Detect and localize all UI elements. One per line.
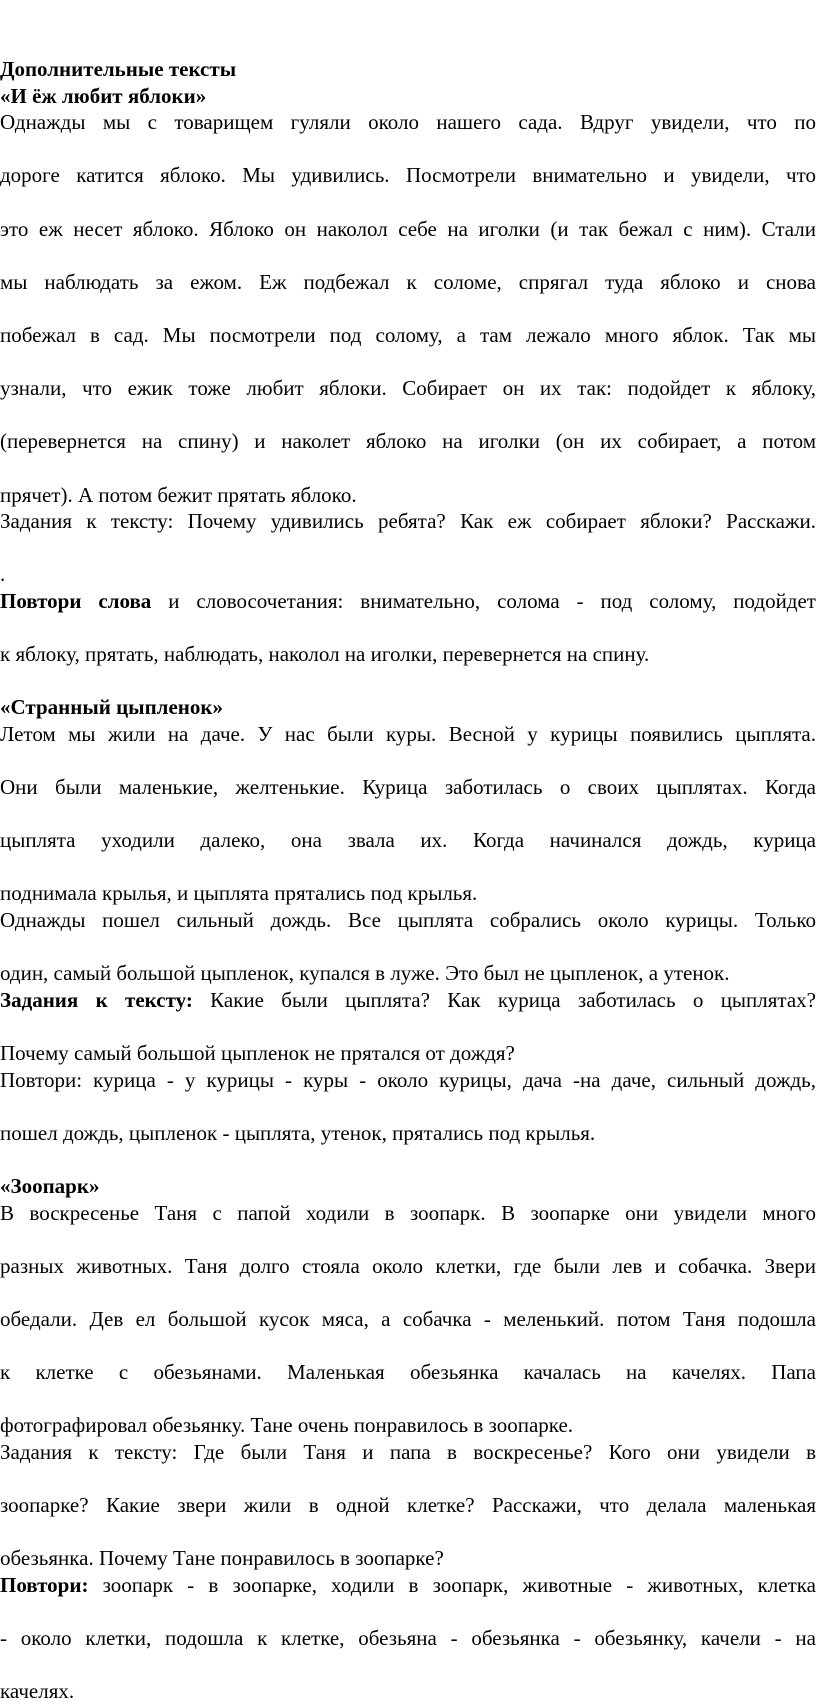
story2-line: поднимала крылья, и цыплята прятались под крылья. bbox=[0, 881, 478, 906]
story3-line: к клетке с обезьянами. Маленькая обезьянка качалась на качелях. Папа bbox=[0, 1360, 816, 1385]
story2-line: один, самый большой цыпленок, купался в луже. Это был не цыпленок, а утенок. bbox=[0, 961, 730, 986]
story3-repeat-line: - около клетки, подошла к клетке, обезьяна - обезьянка - обезьянку, качели - на bbox=[0, 1626, 816, 1651]
story3-tasks-line: обезьянка. Почему Тане понравилось в зоопарке? bbox=[0, 1546, 444, 1571]
story1-line: Однажды мы с товарищем гуляли около нашего сада. Вдруг увидели, что по bbox=[0, 110, 816, 135]
story1-line: прячет). А потом бежит прятать яблоко. bbox=[0, 482, 357, 507]
story3-line: В воскресенье Таня с папой ходили в зоопарк. В зоопарке они увидели много bbox=[0, 1200, 816, 1225]
story2-repeat-line: Повтори: курица - у курицы - куры - около курицы, дача -на даче, сильный дождь, bbox=[0, 1067, 816, 1092]
story2-title: «Странный цыпленок» bbox=[0, 695, 223, 720]
story2-line: Они были маленькие, желтенькие. Курица заботилась о своих цыплятах. Когда bbox=[0, 775, 816, 800]
story3-repeat-label: Повтори: bbox=[0, 1572, 89, 1597]
story3-line: фотографировал обезьянку. Тане очень понравилось в зоопарке. bbox=[0, 1413, 574, 1438]
story3-tasks-line: зоопарке? Какие звери жили в одной клетке? Расскажи, что делала маленькая bbox=[0, 1493, 816, 1518]
story2-tasks bbox=[0, 987, 816, 1040]
story1-repeat-line: к яблоку, прятать, наблюдать, наколол на иголки, перевернется на спину. bbox=[0, 642, 650, 667]
story3-title: «Зоопарк» bbox=[0, 1173, 100, 1198]
story1-line: мы наблюдать за ежом. Еж подбежал к соломе, спрягал туда яблоко и снова bbox=[0, 269, 816, 294]
story1-repeat-label: Повтори слова bbox=[0, 588, 152, 613]
story3-line: обедали. Дев ел большой кусок мяса, а собачка - меленький. потом Таня подошла bbox=[0, 1306, 816, 1331]
document-page bbox=[0, 56, 816, 1705]
story1-dot: . bbox=[0, 562, 6, 587]
story2-tasks-label: Задания к тексту: bbox=[0, 987, 193, 1012]
story2-line: Летом мы жили на даче. У нас были куры. Весной у курицы появились цыплята. bbox=[0, 721, 816, 746]
story1-repeat-text: и словосочетания: внимательно, солома - под солому, подойдет bbox=[151, 588, 816, 613]
story1-line: (перевернется на спину) и наколет яблоко на иголки (он их собирает, а потом bbox=[0, 429, 816, 454]
story1-line: это еж несет яблоко. Яблоко он наколол себе на иголки (и так бежал с ним). Стали bbox=[0, 216, 816, 241]
story1-title: «И ёж любит яблоки» bbox=[0, 83, 207, 108]
story1-line: побежал в сад. Мы посмотрели под солому, а там лежало много яблок. Так мы bbox=[0, 322, 816, 347]
story3-tasks-line: Задания к тексту: Где были Таня и папа в воскресенье? Кого они увидели в bbox=[0, 1439, 816, 1464]
story2-repeat-line: пошел дождь, цыпленок - цыплята, утенок, прятались под крылья. bbox=[0, 1120, 596, 1145]
document-heading: Дополнительные тексты bbox=[0, 57, 237, 81]
story3-line: разных животных. Таня долго стояла около клетки, где были лев и собачка. Звери bbox=[0, 1253, 816, 1278]
story3-repeat-line: качелях. bbox=[0, 1679, 75, 1704]
story2-line: цыплята уходили далеко, она звала их. Когда начинался дождь, курица bbox=[0, 828, 816, 853]
story1-tasks: Задания к тексту: Почему удивились ребята? Как еж собирает яблоки? Расскажи. bbox=[0, 509, 816, 534]
story1-line: дороге катится яблоко. Мы удивились. Посмотрели внимательно и увидели, что bbox=[0, 163, 816, 188]
story1-repeat bbox=[0, 588, 816, 641]
story2-line: Однажды пошел сильный дождь. Все цыплята собрались около курицы. Только bbox=[0, 908, 816, 932]
story1-line: узнали, что ежик тоже любит яблоки. Собирает он их так: подойдет к яблоку, bbox=[0, 376, 816, 401]
story3-repeat-text: зоопарк - в зоопарке, ходили в зоопарк, животные - животных, клетка bbox=[88, 1572, 816, 1597]
story2-tasks-line: Почему самый большой цыпленок не прятался от дождя? bbox=[0, 1040, 515, 1065]
story3-repeat bbox=[0, 1572, 816, 1625]
story2-tasks-text: Какие были цыплята? Как курица заботилась о цыплятах? bbox=[192, 987, 816, 1012]
